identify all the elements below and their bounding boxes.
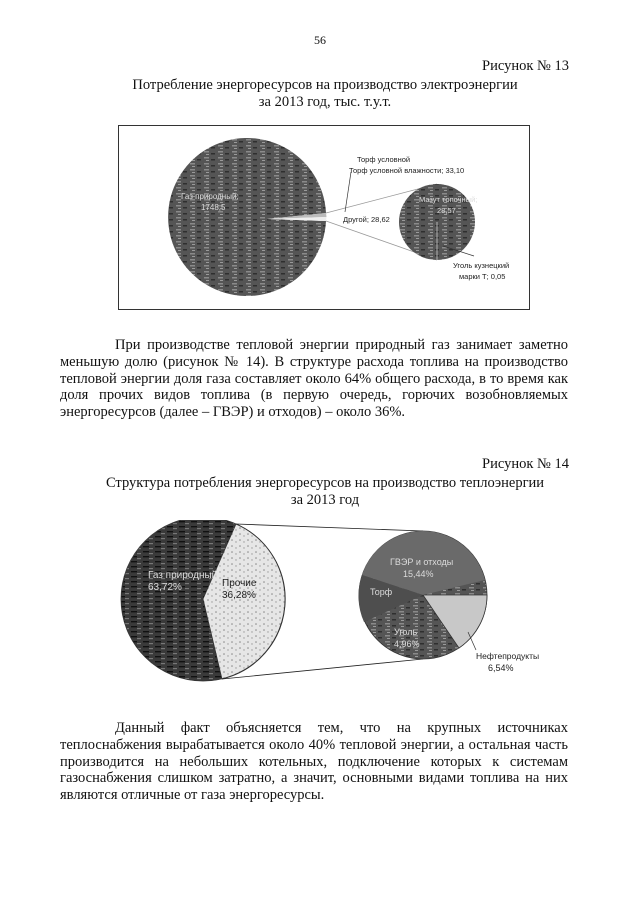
label-coal-line2: марки Т; 0,05 [459, 272, 506, 281]
label-gver: ГВЭР и отходы [390, 557, 454, 567]
connector-top-14 [236, 524, 423, 531]
label-oil: Нефтепродукты [476, 651, 540, 661]
label-peat: Торф условной влажности; 33,10 [349, 166, 465, 175]
label-peat-line1: Торф условной [357, 155, 411, 164]
label-other-14-value: 36,28% [222, 590, 256, 601]
label-peat-14: Торф [370, 587, 393, 597]
paragraph-1: При производстве тепловой энергии природный газ занимает заметно меньшую долю (рисунок № 14). В структуре расхода топлива на производство тепловой энергии доля газа составляет около 64% общего расхода, в то время как доля прочих видов топлива (в первую очередь, горючих возобновляемых энергоресурсов (далее – ГВЭР) и отходов) – около 36%. [60, 337, 568, 421]
label-mazut: Мазут топочный; [419, 195, 478, 204]
figure-14-label: Рисунок № 14 [482, 456, 569, 472]
figure-14-title-line2: за 2013 год [290, 492, 360, 508]
callout-peat [345, 172, 351, 212]
figure-13-title-line1: Потребление энергоресурсов на производство электроэнергии [132, 77, 518, 93]
label-coal-14-value: 4,96% [394, 639, 420, 649]
figure-13-label: Рисунок № 13 [482, 58, 569, 74]
figure-14-svg [118, 520, 548, 695]
label-coal-line1: Уголь кузнецкий [453, 261, 510, 270]
paragraph-2: Данный факт объясняется тем, что на крупных источниках теплоснабжения вырабатывается около 40% тепловой энергии, а остальная часть производится на небольших котельных, подключение которых к системам газоснабжения слишком затратно, а значит, основными видами топлива на них являются отличные от газа энергоресурсы. [60, 720, 568, 804]
label-gas-value: 1748,5 [201, 203, 226, 212]
figure-14-title [60, 475, 590, 509]
figure-14-chart [118, 520, 548, 695]
label-gas: Газ природный; [181, 192, 239, 201]
label-gas-14-value: 63,72% [148, 582, 182, 593]
label-other-14: Прочие [222, 578, 257, 589]
figure-13-title-line2: за 2013 год, тыс. т.у.т. [258, 94, 392, 110]
figure-13-title [60, 77, 590, 111]
label-mazut-value: 28,57 [437, 206, 456, 215]
label-coal-14: Уголь [394, 627, 418, 637]
label-gas-14: Газ природный [148, 570, 218, 581]
figure-13-chart [118, 125, 530, 310]
label-other: Другой; 28,62 [343, 215, 390, 224]
label-oil-value: 6,54% [488, 663, 514, 673]
page-number: 56 [314, 33, 326, 47]
label-gver-value: 15,44% [403, 569, 434, 579]
figure-14-title-line1: Структура потребления энергоресурсов на производство теплоэнергии [105, 475, 545, 491]
figure-13-svg [119, 126, 529, 309]
